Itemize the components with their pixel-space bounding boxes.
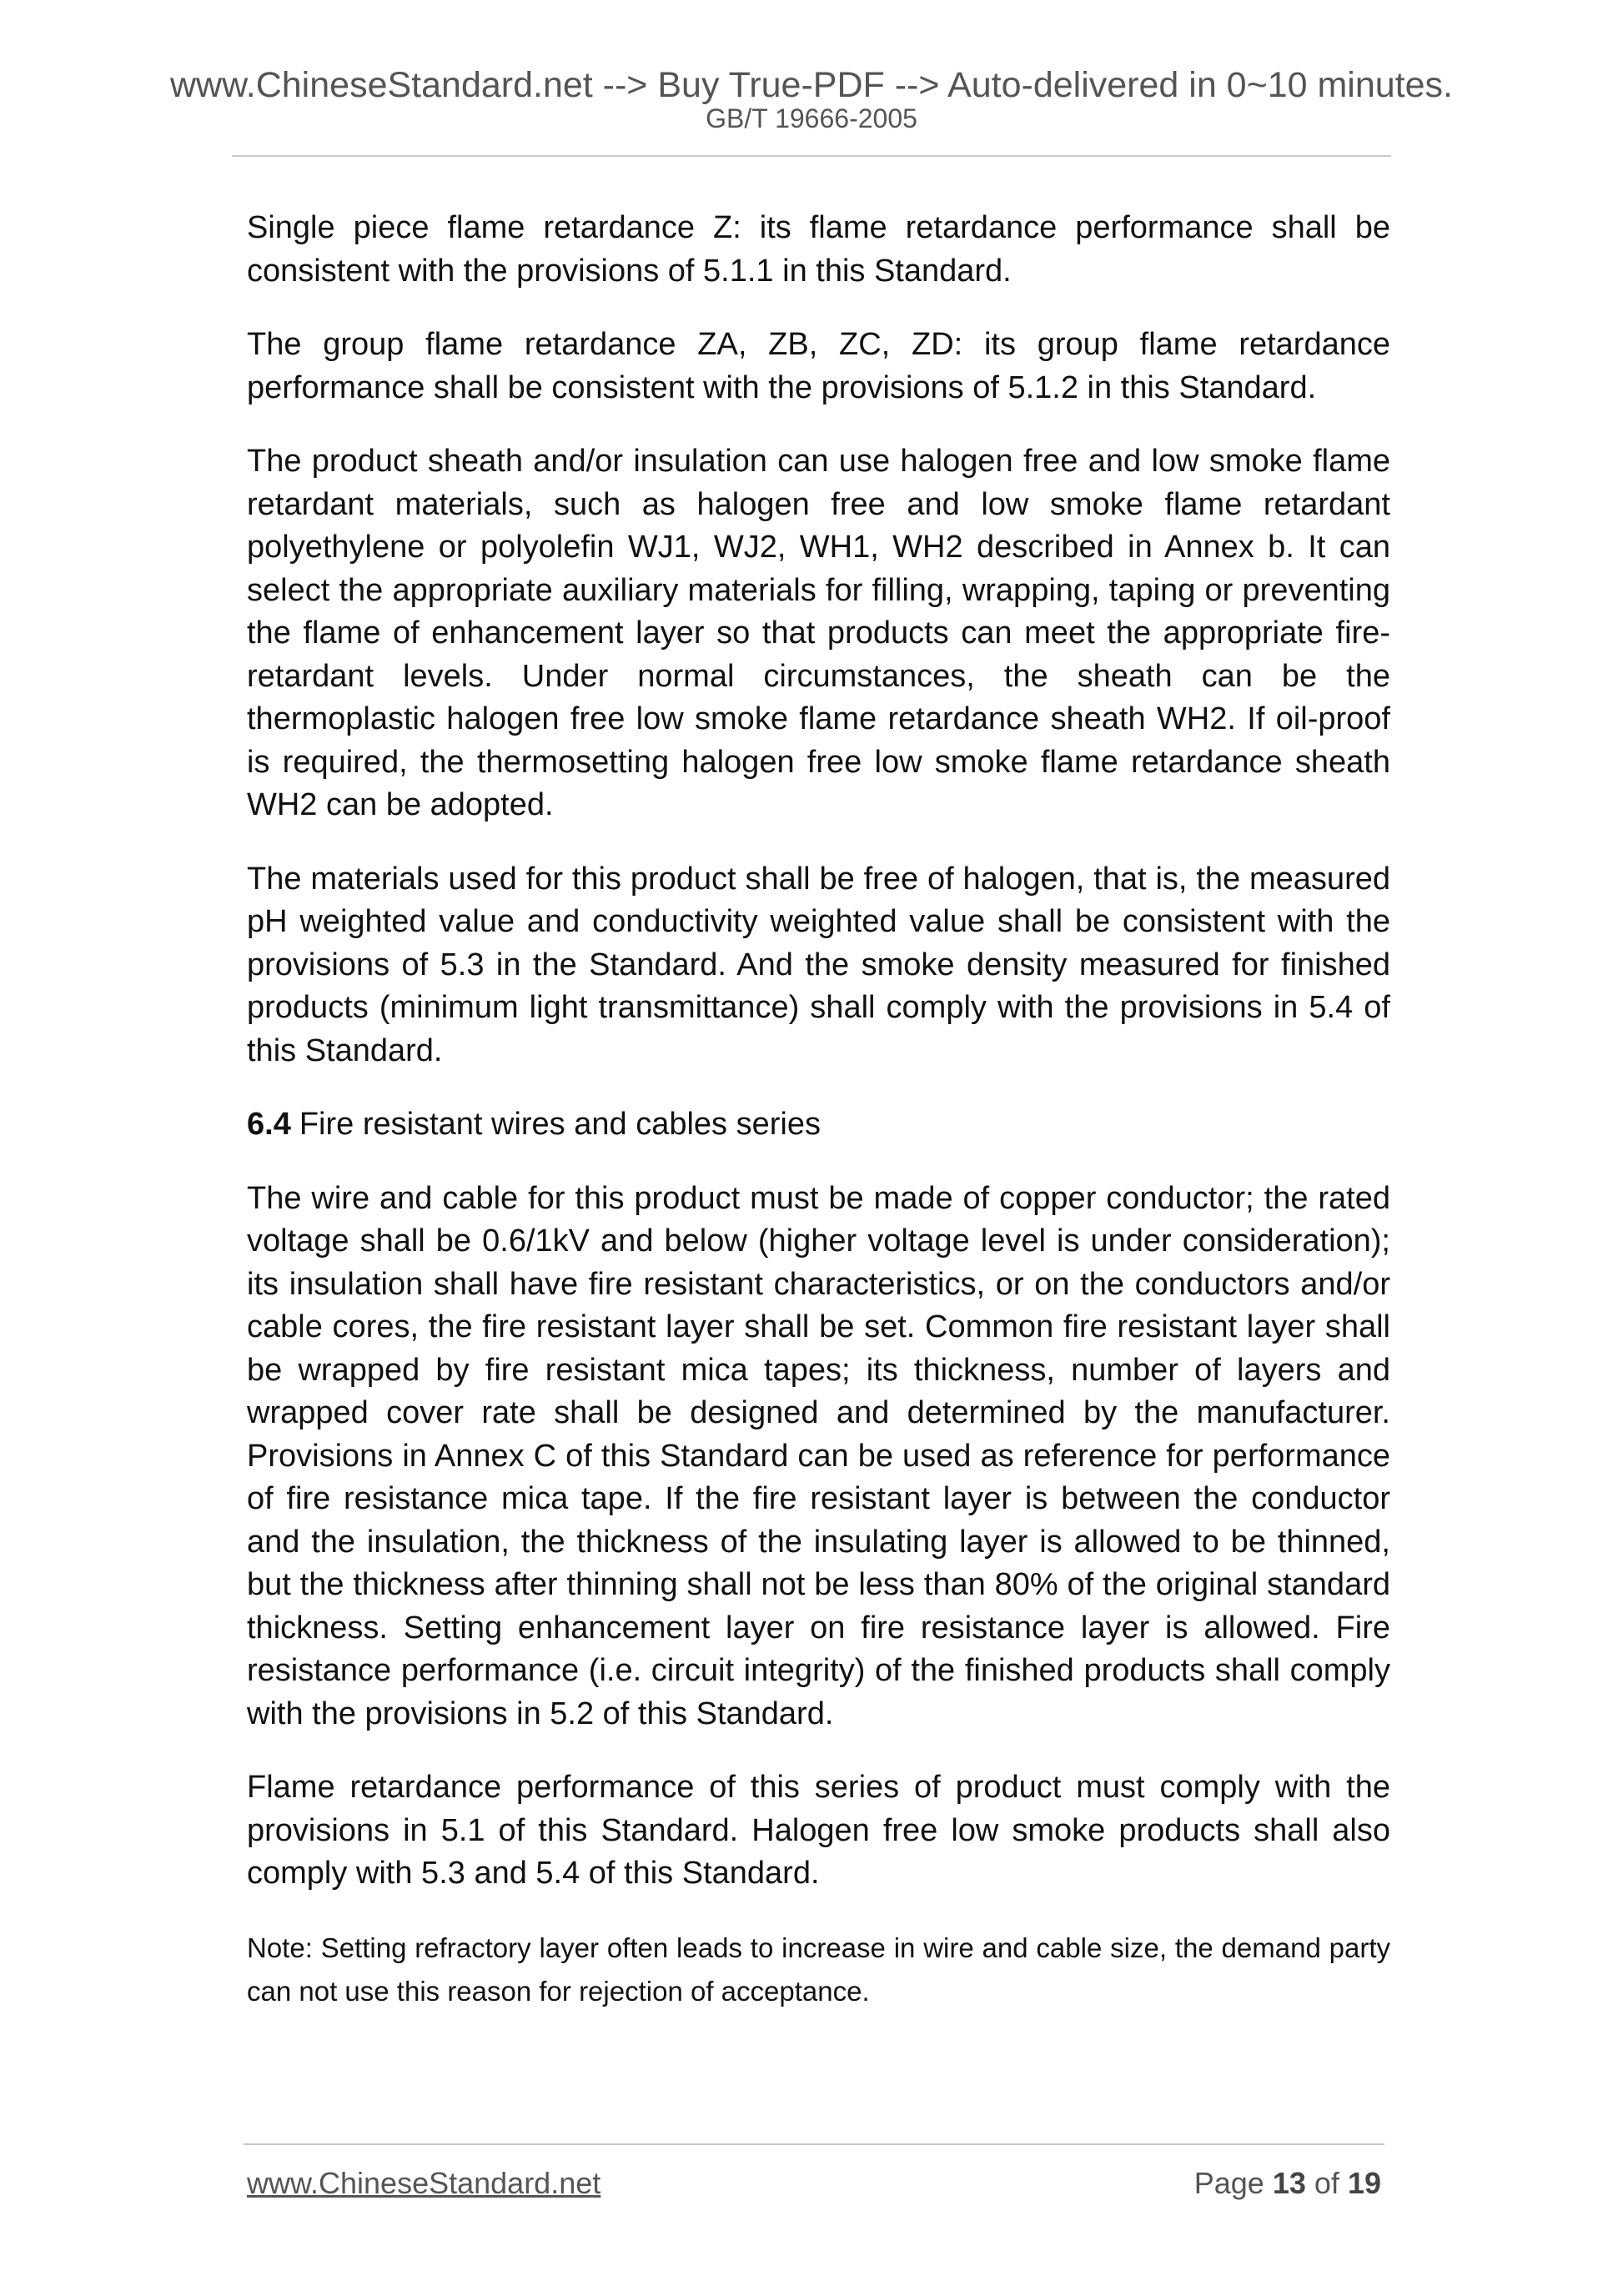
paragraph-halogen-free-materials: The product sheath and/or insulation can use halogen free and low smoke flame retardant materials, such as halogen free and low smoke flame retardant polyethylene or polyolefin WJ1, WJ2, WH1, WH2 described in Annex b. It can select the appropriate auxiliary materials for filling, wrapping, taping or preventing the flame of enhancement layer so that products can meet the appropriate fire-retardant levels. Under normal circumstances, the sheath can be the thermoplastic halogen free low smoke flame retardance sheath WH2. If oil-proof is required, the thermosetting halogen free low smoke flame retardance sheath WH2 can be adopted. xyxy=(247,444,1390,822)
section-number: 6.4 xyxy=(247,1107,291,1142)
page-current: 13 xyxy=(1272,2166,1306,2200)
footer-divider xyxy=(244,2143,1384,2145)
page-word: Page xyxy=(1193,2166,1264,2200)
section-title: Fire resistant wires and cables series xyxy=(299,1107,821,1142)
page-total: 19 xyxy=(1347,2166,1381,2200)
header-banner: www.ChineseStandard.net --> Buy True-PDF --> Auto-delivered in 0~10 minutes. xyxy=(169,65,1453,105)
document-body xyxy=(247,207,1390,2013)
paragraph-group-flame-retardance: The group flame retardance ZA, ZB, ZC, ZD: its group flame retardance performance shall be consistent with the provisions of 5.1.2 in this Standard. xyxy=(247,327,1390,405)
of-word: of xyxy=(1314,2166,1339,2200)
header-divider xyxy=(232,155,1391,157)
document-code: GB/T 19666-2005 xyxy=(706,103,917,133)
paragraph-halogen-measurement: The materials used for this product shall be free of halogen, that is, the measured pH weighted value and conductivity weighted value shall be consistent with the provisions of 5.3 in the Standard. And the smoke density measured for finished products (minimum light transmittance) shall comply with the provisions in 5.4 of this Standard. xyxy=(247,861,1390,1068)
page-indicator xyxy=(1194,2166,1381,2201)
paragraph-fire-resistant-construction: The wire and cable for this product must be made of copper conductor; the rated voltage shall be 0.6/1kV and below (higher voltage level is under consideration); its insulation shall have fire resistant characteristics, or on the conductors and/or cable cores, the fire resistant layer shall be set. Common fire resistant layer shall be wrapped by fire resistant mica tapes; its thickness, number of layers and wrapped cover rate shall be designed and determined by the manufacturer. Provisions in Annex C of this Standard can be used as reference for performance of fire resistance mica tape. If the fire resistant layer is between the conductor and the insulation, the thickness of the insulating layer is allowed to be thinned, but the thickness after thinning shall not be less than 80% of the original standard thickness. Setting enhancement layer on fire resistance layer is allowed. Fire resistance performance (i.e. circuit integrity) of the finished products shall comply with the provisions in 5.2 of this Standard. xyxy=(247,1180,1390,1731)
section-heading xyxy=(247,1103,1390,1147)
footer-site-link[interactable]: www.ChineseStandard.net xyxy=(247,2166,601,2200)
note-text: Note: Setting refractory layer often leads to increase in wire and cable size, the demand party can not use this reason for rejection of acceptance. xyxy=(247,1932,1390,2007)
paragraph-flame-retardance-compliance: Flame retardance performance of this series of product must comply with the provisions in 5.1 of this Standard. Halogen free low smoke products shall also comply with 5.3 and 5.4 of this Standard. xyxy=(247,1770,1390,1891)
paragraph-single-flame-retardance: Single piece flame retardance Z: its flame retardance performance shall be consistent with the provisions of 5.1.1 in this Standard. xyxy=(247,210,1390,289)
